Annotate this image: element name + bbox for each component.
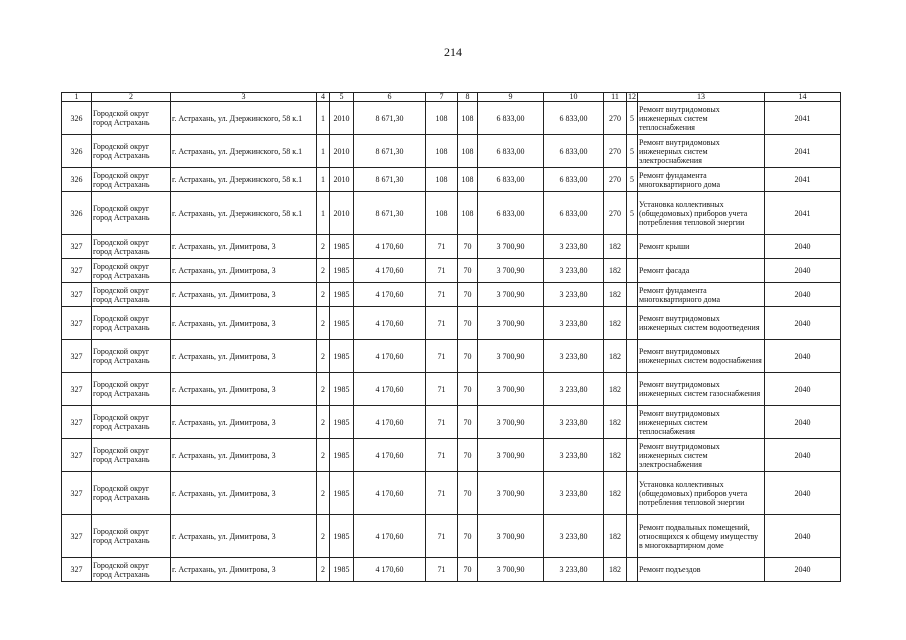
cell-col8: 70: [458, 515, 478, 558]
table-row: [62, 192, 841, 235]
cell-col4: 1: [317, 102, 330, 135]
work-type-cell: Ремонт фасада: [638, 259, 765, 283]
cell-col5: 1985: [330, 283, 354, 307]
cell-col9: 6 833,00: [478, 135, 544, 168]
cell-col8: 108: [458, 102, 478, 135]
row-number: 327: [62, 373, 92, 406]
cell-col9: 6 833,00: [478, 168, 544, 192]
cell-col5: 1985: [330, 307, 354, 340]
cell-col12: [627, 283, 638, 307]
cell-col11: 270: [604, 192, 627, 235]
cell-col4: 2: [317, 235, 330, 259]
municipality-cell: Городской округ город Астрахань: [92, 439, 171, 472]
cell-col6: 4 170,60: [354, 283, 426, 307]
planned-year-cell: 2041: [765, 135, 841, 168]
cell-col7: 71: [426, 472, 458, 515]
work-type-cell: Установка коллективных (общедомовых) приборов учета потребления тепловой энергии: [638, 192, 765, 235]
cell-col7: 71: [426, 373, 458, 406]
municipality-cell: Городской округ город Астрахань: [92, 373, 171, 406]
cell-col7: 71: [426, 406, 458, 439]
cell-col5: 1985: [330, 340, 354, 373]
row-number: 327: [62, 439, 92, 472]
table-row: [62, 373, 841, 406]
cell-col11: 182: [604, 406, 627, 439]
header-row: [62, 93, 841, 102]
row-number: 326: [62, 135, 92, 168]
cell-col4: 2: [317, 472, 330, 515]
planned-year-cell: 2040: [765, 515, 841, 558]
table-row: [62, 307, 841, 340]
municipality-cell: Городской округ город Астрахань: [92, 307, 171, 340]
row-number: 327: [62, 235, 92, 259]
cell-col5: 1985: [330, 515, 354, 558]
address-cell: г. Астрахань, ул. Димитрова, 3: [171, 235, 317, 259]
row-number: 326: [62, 168, 92, 192]
work-type-cell: Ремонт внутридомовых инженерных систем теплоснабжения: [638, 102, 765, 135]
row-number: 327: [62, 406, 92, 439]
table-row: [62, 135, 841, 168]
cell-col9: 3 700,90: [478, 373, 544, 406]
address-cell: г. Астрахань, ул. Димитрова, 3: [171, 283, 317, 307]
cell-col9: 6 833,00: [478, 192, 544, 235]
address-cell: г. Астрахань, ул. Димитрова, 3: [171, 472, 317, 515]
cell-col8: 70: [458, 439, 478, 472]
cell-col7: 71: [426, 558, 458, 582]
address-cell: г. Астрахань, ул. Димитрова, 3: [171, 515, 317, 558]
cell-col11: 182: [604, 235, 627, 259]
cell-col4: 1: [317, 192, 330, 235]
column-header: 5: [330, 93, 354, 102]
work-type-cell: Ремонт внутридомовых инженерных систем водоотведения: [638, 307, 765, 340]
cell-col11: 270: [604, 102, 627, 135]
cell-col5: 1985: [330, 259, 354, 283]
cell-col11: 182: [604, 283, 627, 307]
cell-col12: [627, 515, 638, 558]
cell-col12: 5: [627, 168, 638, 192]
cell-col4: 2: [317, 307, 330, 340]
cell-col8: 70: [458, 472, 478, 515]
work-type-cell: Ремонт внутридомовых инженерных систем электроснабжения: [638, 439, 765, 472]
cell-col6: 8 671,30: [354, 135, 426, 168]
table-row: [62, 235, 841, 259]
address-cell: г. Астрахань, ул. Димитрова, 3: [171, 307, 317, 340]
cell-col10: 3 233,80: [544, 406, 604, 439]
cell-col12: [627, 307, 638, 340]
table-row: [62, 102, 841, 135]
table-row: [62, 515, 841, 558]
address-cell: г. Астрахань, ул. Дзержинского, 58 к.1: [171, 135, 317, 168]
cell-col12: [627, 439, 638, 472]
cell-col7: 71: [426, 515, 458, 558]
table-row: [62, 558, 841, 582]
cell-col11: 182: [604, 259, 627, 283]
planned-year-cell: 2040: [765, 558, 841, 582]
cell-col10: 6 833,00: [544, 168, 604, 192]
cell-col7: 71: [426, 259, 458, 283]
cell-col4: 2: [317, 406, 330, 439]
cell-col5: 1985: [330, 235, 354, 259]
municipality-cell: Городской округ город Астрахань: [92, 135, 171, 168]
table-row: [62, 283, 841, 307]
cell-col9: 3 700,90: [478, 307, 544, 340]
work-type-cell: Ремонт подъездов: [638, 558, 765, 582]
cell-col9: 3 700,90: [478, 406, 544, 439]
cell-col7: 71: [426, 340, 458, 373]
cell-col12: [627, 340, 638, 373]
cell-col6: 4 170,60: [354, 515, 426, 558]
planned-year-cell: 2040: [765, 340, 841, 373]
cell-col7: 71: [426, 439, 458, 472]
planned-year-cell: 2041: [765, 192, 841, 235]
cell-col9: 3 700,90: [478, 515, 544, 558]
cell-col10: 3 233,80: [544, 439, 604, 472]
cell-col10: 3 233,80: [544, 373, 604, 406]
column-header: 6: [354, 93, 426, 102]
address-cell: г. Астрахань, ул. Димитрова, 3: [171, 373, 317, 406]
table-body: [62, 93, 841, 582]
cell-col4: 1: [317, 168, 330, 192]
cell-col10: 6 833,00: [544, 102, 604, 135]
cell-col8: 108: [458, 192, 478, 235]
cell-col11: 182: [604, 307, 627, 340]
municipality-cell: Городской округ город Астрахань: [92, 192, 171, 235]
municipality-cell: Городской округ город Астрахань: [92, 340, 171, 373]
cell-col6: 4 170,60: [354, 259, 426, 283]
row-number: 326: [62, 102, 92, 135]
work-type-cell: Ремонт фундамента многоквартирного дома: [638, 283, 765, 307]
cell-col6: 4 170,60: [354, 439, 426, 472]
row-number: 327: [62, 283, 92, 307]
municipality-cell: Городской округ город Астрахань: [92, 168, 171, 192]
row-number: 327: [62, 558, 92, 582]
cell-col10: 3 233,80: [544, 515, 604, 558]
cell-col4: 1: [317, 135, 330, 168]
address-cell: г. Астрахань, ул. Димитрова, 3: [171, 259, 317, 283]
cell-col5: 2010: [330, 168, 354, 192]
cell-col5: 2010: [330, 192, 354, 235]
cell-col11: 270: [604, 168, 627, 192]
address-cell: г. Астрахань, ул. Димитрова, 3: [171, 406, 317, 439]
planned-year-cell: 2041: [765, 102, 841, 135]
row-number: 327: [62, 259, 92, 283]
table-row: [62, 439, 841, 472]
column-header: 1: [62, 93, 92, 102]
cell-col12: [627, 235, 638, 259]
cell-col12: 5: [627, 102, 638, 135]
column-header: 4: [317, 93, 330, 102]
cell-col12: 5: [627, 135, 638, 168]
work-type-cell: Ремонт внутридомовых инженерных систем теплоснабжения: [638, 406, 765, 439]
cell-col12: 5: [627, 192, 638, 235]
planned-year-cell: 2040: [765, 283, 841, 307]
cell-col8: 70: [458, 340, 478, 373]
work-type-cell: Ремонт подвальных помещений, относящихся к общему имуществу в многоквартирном доме: [638, 515, 765, 558]
table-row: [62, 472, 841, 515]
address-cell: г. Астрахань, ул. Дзержинского, 58 к.1: [171, 192, 317, 235]
cell-col6: 4 170,60: [354, 558, 426, 582]
cell-col6: 4 170,60: [354, 235, 426, 259]
municipality-cell: Городской округ город Астрахань: [92, 558, 171, 582]
cell-col6: 8 671,30: [354, 192, 426, 235]
column-header: 3: [171, 93, 317, 102]
column-header: 13: [638, 93, 765, 102]
cell-col9: 3 700,90: [478, 340, 544, 373]
planned-year-cell: 2040: [765, 439, 841, 472]
cell-col10: 3 233,80: [544, 472, 604, 515]
cell-col5: 1985: [330, 373, 354, 406]
cell-col10: 3 233,80: [544, 235, 604, 259]
column-header: 7: [426, 93, 458, 102]
cell-col11: 182: [604, 439, 627, 472]
cell-col4: 2: [317, 259, 330, 283]
cell-col5: 1985: [330, 558, 354, 582]
table-row: [62, 340, 841, 373]
cell-col4: 2: [317, 515, 330, 558]
table-row: [62, 406, 841, 439]
municipality-cell: Городской округ город Астрахань: [92, 259, 171, 283]
column-header: 8: [458, 93, 478, 102]
municipality-cell: Городской округ город Астрахань: [92, 102, 171, 135]
cell-col8: 70: [458, 283, 478, 307]
column-header: 14: [765, 93, 841, 102]
cell-col9: 3 700,90: [478, 439, 544, 472]
planned-year-cell: 2040: [765, 406, 841, 439]
cell-col6: 8 671,30: [354, 102, 426, 135]
column-header: 2: [92, 93, 171, 102]
planned-year-cell: 2040: [765, 307, 841, 340]
address-cell: г. Астрахань, ул. Дзержинского, 58 к.1: [171, 168, 317, 192]
page-number: 214: [444, 45, 462, 59]
cell-col11: 270: [604, 135, 627, 168]
work-type-cell: Ремонт внутридомовых инженерных систем электроснабжения: [638, 135, 765, 168]
cell-col8: 70: [458, 558, 478, 582]
cell-col10: 3 233,80: [544, 307, 604, 340]
cell-col6: 4 170,60: [354, 307, 426, 340]
cell-col10: 3 233,80: [544, 558, 604, 582]
column-header: 10: [544, 93, 604, 102]
cell-col10: 3 233,80: [544, 340, 604, 373]
cell-col7: 108: [426, 192, 458, 235]
cell-col10: 6 833,00: [544, 192, 604, 235]
cell-col7: 108: [426, 135, 458, 168]
cell-col5: 1985: [330, 406, 354, 439]
cell-col4: 2: [317, 439, 330, 472]
cell-col8: 70: [458, 406, 478, 439]
cell-col8: 108: [458, 135, 478, 168]
work-type-cell: Ремонт внутридомовых инженерных систем газоснабжения: [638, 373, 765, 406]
capital-repair-table: [61, 92, 841, 582]
cell-col7: 71: [426, 283, 458, 307]
cell-col12: [627, 558, 638, 582]
column-header: 9: [478, 93, 544, 102]
cell-col8: 70: [458, 235, 478, 259]
row-number: 326: [62, 192, 92, 235]
cell-col11: 182: [604, 373, 627, 406]
cell-col10: 3 233,80: [544, 283, 604, 307]
cell-col10: 3 233,80: [544, 259, 604, 283]
table-row: [62, 259, 841, 283]
cell-col11: 182: [604, 515, 627, 558]
cell-col6: 4 170,60: [354, 340, 426, 373]
work-type-cell: Ремонт фундамента многоквартирного дома: [638, 168, 765, 192]
cell-col11: 182: [604, 472, 627, 515]
municipality-cell: Городской округ город Астрахань: [92, 235, 171, 259]
cell-col6: 8 671,30: [354, 168, 426, 192]
cell-col12: [627, 373, 638, 406]
cell-col7: 108: [426, 102, 458, 135]
cell-col12: [627, 406, 638, 439]
address-cell: г. Астрахань, ул. Димитрова, 3: [171, 439, 317, 472]
row-number: 327: [62, 472, 92, 515]
cell-col8: 70: [458, 373, 478, 406]
cell-col6: 4 170,60: [354, 472, 426, 515]
cell-col4: 2: [317, 373, 330, 406]
cell-col9: 3 700,90: [478, 235, 544, 259]
municipality-cell: Городской округ город Астрахань: [92, 515, 171, 558]
work-type-cell: Ремонт крыши: [638, 235, 765, 259]
work-type-cell: Установка коллективных (общедомовых) приборов учета потребления тепловой энергии: [638, 472, 765, 515]
cell-col11: 182: [604, 558, 627, 582]
cell-col12: [627, 259, 638, 283]
cell-col5: 1985: [330, 472, 354, 515]
address-cell: г. Астрахань, ул. Димитрова, 3: [171, 340, 317, 373]
cell-col4: 2: [317, 340, 330, 373]
planned-year-cell: 2041: [765, 168, 841, 192]
cell-col10: 6 833,00: [544, 135, 604, 168]
address-cell: г. Астрахань, ул. Дзержинского, 58 к.1: [171, 102, 317, 135]
cell-col4: 2: [317, 283, 330, 307]
municipality-cell: Городской округ город Астрахань: [92, 406, 171, 439]
planned-year-cell: 2040: [765, 259, 841, 283]
cell-col7: 71: [426, 307, 458, 340]
cell-col5: 2010: [330, 135, 354, 168]
cell-col8: 108: [458, 168, 478, 192]
cell-col9: 3 700,90: [478, 472, 544, 515]
planned-year-cell: 2040: [765, 235, 841, 259]
row-number: 327: [62, 340, 92, 373]
address-cell: г. Астрахань, ул. Димитрова, 3: [171, 558, 317, 582]
municipality-cell: Городской округ город Астрахань: [92, 283, 171, 307]
cell-col9: 3 700,90: [478, 283, 544, 307]
cell-col5: 2010: [330, 102, 354, 135]
work-type-cell: Ремонт внутридомовых инженерных систем водоснабжения: [638, 340, 765, 373]
cell-col9: 3 700,90: [478, 259, 544, 283]
cell-col12: [627, 472, 638, 515]
planned-year-cell: 2040: [765, 373, 841, 406]
table-row: [62, 168, 841, 192]
planned-year-cell: 2040: [765, 472, 841, 515]
cell-col6: 4 170,60: [354, 406, 426, 439]
cell-col4: 2: [317, 558, 330, 582]
cell-col9: 6 833,00: [478, 102, 544, 135]
cell-col7: 71: [426, 235, 458, 259]
cell-col8: 70: [458, 259, 478, 283]
cell-col6: 4 170,60: [354, 373, 426, 406]
cell-col5: 1985: [330, 439, 354, 472]
municipality-cell: Городской округ город Астрахань: [92, 472, 171, 515]
cell-col8: 70: [458, 307, 478, 340]
column-header: 12: [628, 92, 636, 101]
cell-col11: 182: [604, 340, 627, 373]
row-number: 327: [62, 515, 92, 558]
cell-col7: 108: [426, 168, 458, 192]
column-header: 11: [604, 93, 627, 102]
cell-col9: 3 700,90: [478, 558, 544, 582]
row-number: 327: [62, 307, 92, 340]
